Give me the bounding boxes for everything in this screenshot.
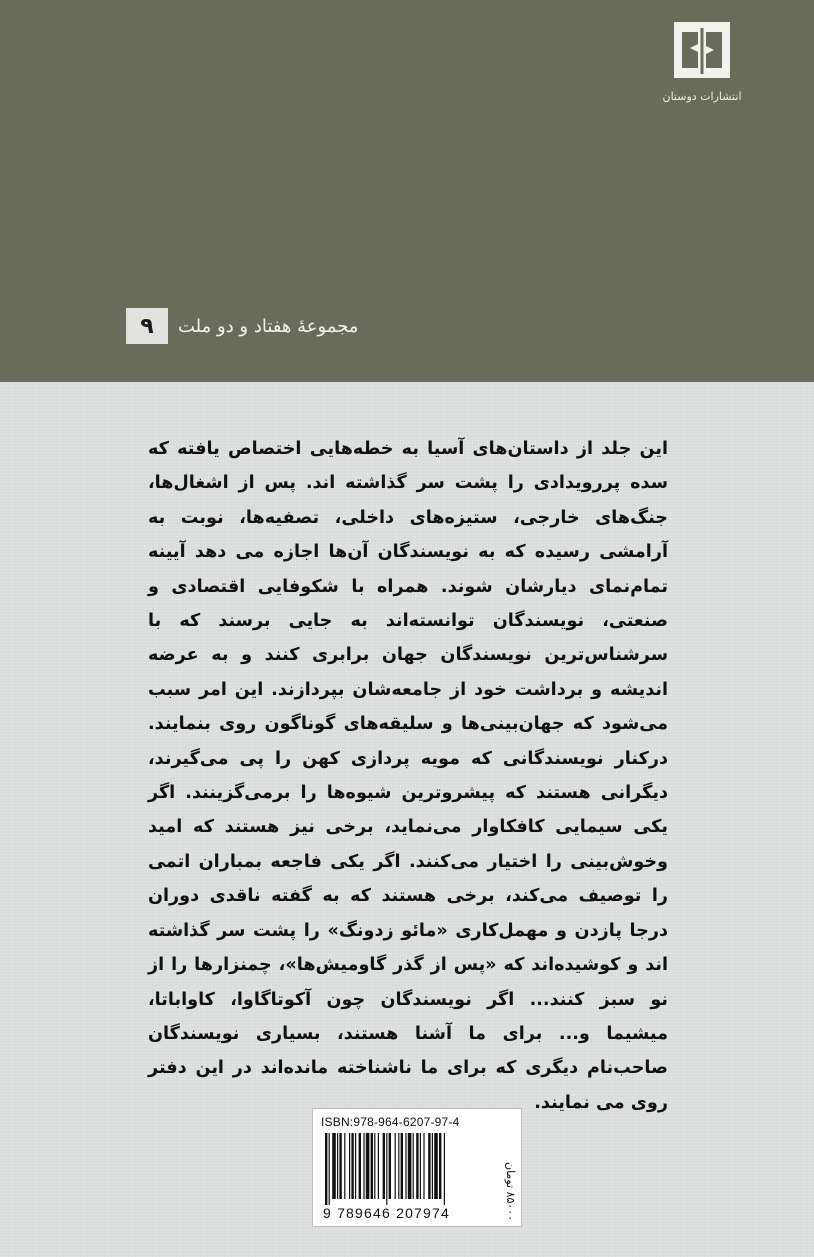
back-cover-blurb	[148, 432, 668, 1120]
barcode-bar	[374, 1133, 375, 1199]
publisher-name: انتشارات دوستان	[662, 90, 742, 103]
barcode-bar	[395, 1133, 396, 1199]
barcode-bar	[337, 1133, 338, 1199]
publisher-logo	[660, 18, 744, 103]
blurb-paragraph: این جلد از داستان‌های آسیا به خطه‌هایی اختصاص یافته که سده پررویدادی را پشت سر گذاشته اند. پس از اشغال‌ها، جنگ‌های خارجی، ستیزه‌های داخلی، تصفیه‌ها، نوبت به آرامشی رسیده که به نویسندگان آن‌ها اجازه می دهد آیینه تمام‌نمای دیارشان شوند. همراه با شکوفایی اقتصادی و صنعتی، نویسندگان توانسته‌اند به جایی برسند که با سرشناس‌ترین نویسندگان جهان برابری کنند و به عرضه اندیشه و برداشت خود از جامعه‌شان بپردازند. این امر سبب می‌شود که جهان‌بینی‌ها و سلیقه‌های گوناگون روی بنمایند. درکنار نویسندگانی که مویه پردازی کهن را پی می‌گیرند، دیگرانی هستند که پیشروترین شیوه‌ها را برمی‌گزینند. اگر یکی سیمایی کافکاوار می‌نماید، برخی نیز هستند که امید وخوش‌بینی را اختیار می‌کنند. اگر یکی فاجعه بمباران اتمی را توصیف می‌کند، برخی هستند که به گفته ناقدی دوران درجا پازدن و مهمل‌کاری «مائو زدونگ» را پشت سر گذاشته اند و کوشیده‌اند که «پس از گذر گاومیش‌ها»، چمنزارها را از نو سبز کنند... اگر نویسندگان چون آکوتاگاوا، کاواباتا، میشیما و... برای ما آشنا هستند، بسیاری نویسندگان صاحب‌نام دیگری که برای ما ناشناخته مانده‌اند در این دفتر روی می نمایند.	[148, 439, 668, 1113]
barcode-bar	[434, 1133, 438, 1199]
barcode-bar	[332, 1133, 336, 1199]
series-row	[126, 308, 358, 344]
barcode-bar	[371, 1133, 373, 1199]
barcode-bars	[325, 1133, 489, 1205]
price-label: ۸۵۰۰۰ تومان	[504, 1161, 517, 1221]
barcode-bar	[363, 1133, 364, 1199]
barcode-bar	[359, 1133, 361, 1199]
barcode-bar	[444, 1133, 445, 1205]
barcode-bar	[339, 1133, 341, 1199]
barcode-bar	[423, 1133, 424, 1199]
barcode-bar	[389, 1133, 391, 1199]
barcode-bar	[401, 1133, 403, 1199]
barcode-bar	[432, 1133, 433, 1199]
barcode-bar	[325, 1133, 327, 1205]
barcode-bar	[420, 1133, 421, 1199]
barcode-bar	[355, 1133, 356, 1199]
barcode-bar	[439, 1133, 441, 1199]
barcode-bar	[344, 1133, 345, 1199]
series-number-badge: ۹	[126, 308, 168, 344]
barcode-bar	[416, 1133, 418, 1199]
barcode-digits: 9 789646 207974	[323, 1205, 450, 1221]
barcode-bar	[413, 1133, 414, 1199]
publisher-logo-icon	[668, 18, 736, 88]
barcode-bar	[351, 1133, 353, 1199]
barcode-bar	[378, 1133, 379, 1199]
barcode-bar	[405, 1133, 406, 1199]
barcode-bar	[428, 1133, 430, 1199]
series-title: مجموعۀ هفتاد و دو ملت	[178, 315, 359, 337]
isbn-label: ISBN:978-964-6207-97-4	[321, 1115, 460, 1129]
barcode-bar	[383, 1133, 385, 1199]
barcode-bar	[349, 1133, 350, 1199]
barcode-bar	[408, 1133, 412, 1199]
barcode-bar	[329, 1133, 330, 1205]
barcode-box	[312, 1108, 522, 1227]
barcode-bar	[386, 1133, 387, 1205]
barcode-bar	[398, 1133, 399, 1199]
barcode-bar	[366, 1133, 370, 1199]
